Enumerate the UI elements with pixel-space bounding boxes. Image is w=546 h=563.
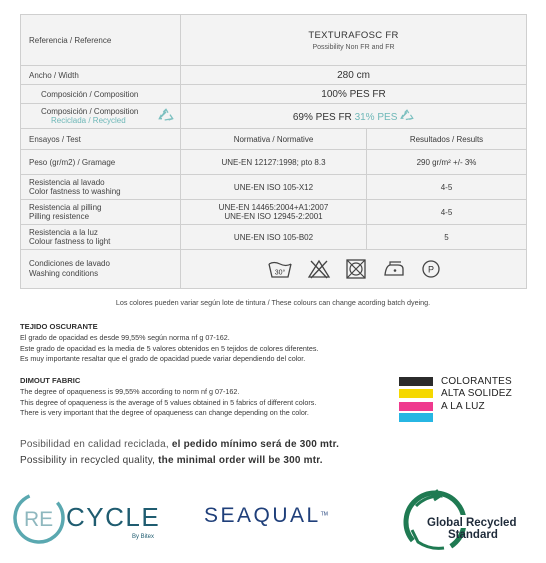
svg-text:RE: RE bbox=[24, 508, 54, 531]
recycle-icon bbox=[400, 109, 414, 123]
test-label: Resistencia al lavado bbox=[29, 177, 105, 187]
dye-legend bbox=[399, 375, 512, 422]
legend-swatch-yellow bbox=[399, 389, 433, 398]
tejido-line: El grado de opacidad es desde 99,55% según norma nf g 07-162. bbox=[20, 333, 230, 343]
recycled-composition-row bbox=[21, 104, 527, 129]
dimout-line: The degree of opaqueness is 99,55% according to norm nf g 07-162. bbox=[20, 387, 240, 397]
test-label-en: Colour fastness to light bbox=[29, 237, 111, 246]
test-standard: UNE-EN ISO 105-X12 bbox=[181, 175, 367, 200]
test-row bbox=[21, 150, 527, 175]
test-result: 4-5 bbox=[367, 175, 527, 200]
reference-label: Referencia / Reference bbox=[21, 15, 181, 66]
test-row bbox=[21, 200, 527, 225]
legend-item: ALTA SOLIDEZ bbox=[399, 388, 512, 401]
recycled-value-recycled: 31% PES bbox=[354, 112, 398, 123]
test-standard: UNE-EN 14465:2004+A1:2007 bbox=[218, 203, 329, 212]
seaqual-logo: SEAQUAL™ bbox=[204, 504, 328, 527]
test-standard: UNE-EN 12127:1998; pto 8.3 bbox=[181, 150, 367, 175]
legend-item: COLORANTES bbox=[399, 375, 512, 388]
spec-table bbox=[20, 14, 527, 289]
tejido-line: Este grado de opacidad es la media de 5 valores obtenidos en 5 tejidos de colores diferentes. bbox=[20, 343, 319, 353]
tejido-line: Es muy importante resaltar que el grado de opacidad puede variar dependiendo del color. bbox=[20, 353, 306, 363]
test-standard-2: UNE-EN ISO 12945-2:2001 bbox=[224, 212, 323, 221]
washing-label: Condiciones de lavado bbox=[29, 259, 110, 268]
test-row bbox=[21, 225, 527, 250]
minimum-order-en: Possibility in recycled quality, the minimal order will be 300 mtr. bbox=[20, 455, 323, 466]
results-header: Resultados / Results bbox=[367, 129, 527, 150]
composition-value: 100% PES FR bbox=[181, 85, 527, 104]
test-label-en: Color fastness to washing bbox=[29, 187, 121, 196]
legend-item: A LA LUZ bbox=[399, 400, 512, 413]
minimum-order-es: Posibilidad en calidad reciclada, el pedido mínimo será de 300 mtr. bbox=[20, 439, 340, 450]
width-label: Ancho / Width bbox=[21, 66, 181, 85]
recycled-composition-label: Composición / Composition bbox=[41, 107, 139, 116]
composition-row bbox=[21, 85, 527, 104]
no-bleach-icon bbox=[307, 259, 331, 279]
recycled-value-main: 69% PES FR bbox=[292, 112, 352, 123]
svg-text:Standard: Standard bbox=[448, 529, 498, 541]
no-tumble-dry-icon bbox=[345, 259, 367, 279]
test-result: 290 gr/m² +/- 3% bbox=[367, 150, 527, 175]
width-row bbox=[21, 66, 527, 85]
reference-value: TEXTURAFOSC FR bbox=[308, 29, 399, 41]
svg-text:P: P bbox=[427, 264, 434, 275]
composition-label: Composición / Composition bbox=[21, 85, 181, 104]
tejido-title: TEJIDO OSCURANTE bbox=[20, 322, 98, 331]
svg-text:CYCLE: CYCLE bbox=[66, 502, 161, 532]
test-standard: UNE-EN ISO 105-B02 bbox=[181, 225, 367, 250]
svg-text:By Bitex: By Bitex bbox=[132, 534, 155, 540]
recycled-label-sub: Reciclada / Recycled bbox=[51, 116, 126, 125]
wash-30-icon bbox=[267, 259, 293, 279]
dimout-line: There is very important that the degree of opaqueness can change depending on the color. bbox=[20, 407, 309, 417]
standard-header: Normativa / Normative bbox=[181, 129, 367, 150]
test-label-en: Pilling resistence bbox=[29, 212, 90, 221]
global-recycled-standard-logo bbox=[402, 486, 532, 556]
tejido-oscurante-block bbox=[20, 322, 318, 364]
recycle-icon bbox=[158, 108, 174, 124]
test-label: Resistencia a la luz bbox=[29, 227, 98, 237]
legend-swatch-cyan bbox=[399, 413, 433, 422]
recycle-bitex-logo bbox=[12, 487, 172, 547]
washing-row bbox=[21, 250, 527, 289]
reference-sub: Possibility Non FR and FR bbox=[312, 43, 395, 51]
reference-row bbox=[21, 15, 527, 66]
washing-label-en: Washing conditions bbox=[29, 269, 99, 278]
test-label: Peso (gr/m2) / Gramage bbox=[21, 150, 181, 175]
width-value: 280 cm bbox=[181, 66, 527, 85]
test-row bbox=[21, 175, 527, 200]
legend-item bbox=[399, 413, 512, 422]
test-result: 4-5 bbox=[367, 200, 527, 225]
dimout-title: DIMOUT FABRIC bbox=[20, 376, 81, 385]
iron-low-icon bbox=[381, 260, 407, 278]
svg-text:Global Recycled: Global Recycled bbox=[427, 517, 517, 529]
test-header: Ensayos / Test bbox=[21, 129, 181, 150]
dry-clean-p-icon bbox=[421, 259, 441, 279]
legend-swatch-black bbox=[399, 377, 433, 386]
test-result: 5 bbox=[367, 225, 527, 250]
test-label: Resistencia al pilling bbox=[29, 202, 102, 212]
dimout-block bbox=[20, 376, 316, 418]
dye-batch-note: Los colores pueden variar según lote de tintura / These colours can change acording batch dyeing. bbox=[115, 298, 431, 307]
legend-swatch-magenta bbox=[399, 402, 433, 411]
dimout-line: This degree of opaqueness is the average of 5 values obtained in 5 fabrics of different colors. bbox=[20, 397, 317, 407]
svg-text:30°: 30° bbox=[274, 269, 285, 277]
test-header-row bbox=[21, 129, 527, 150]
